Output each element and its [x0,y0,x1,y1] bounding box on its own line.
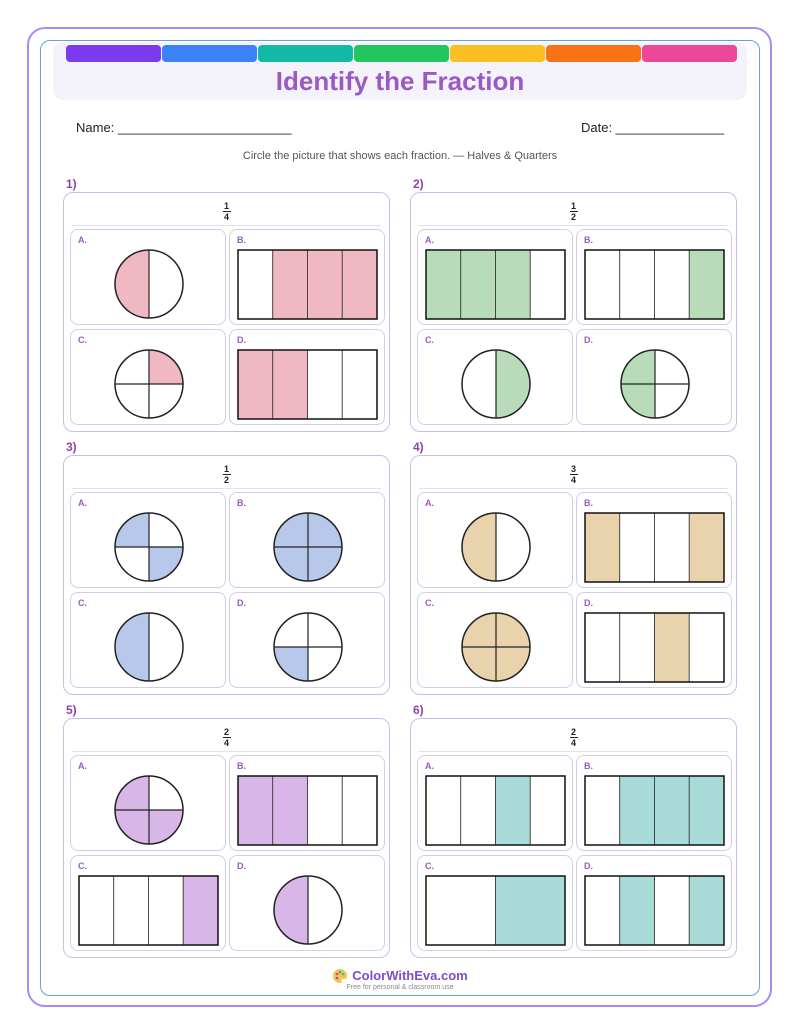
shaded-part [689,250,724,319]
unshaded-part [238,250,273,319]
fraction-denominator: 4 [570,738,576,748]
unshaded-part [342,350,377,419]
option-label: C. [425,598,434,608]
unshaded-part [530,776,565,845]
footer-tagline: Free for personal & classroom use [346,984,454,991]
option-label: B. [584,498,593,508]
footer-brand[interactable]: ColorWithEva [352,968,438,983]
unshaded-part [461,776,496,845]
target-fraction [411,201,736,222]
fraction-bar-model [577,856,733,952]
divider [72,225,381,226]
shaded-part [308,250,343,319]
answer-option[interactable] [417,229,573,325]
unshaded-part [426,776,461,845]
answer-option[interactable] [229,492,385,588]
unshaded-part [426,876,496,945]
divider [419,751,728,752]
fraction-bar-model [418,230,574,326]
question-number: 3) [66,440,77,454]
fraction-circle [230,856,386,952]
shaded-part [689,876,724,945]
unshaded-part [308,776,343,845]
rainbow-bar [66,45,737,62]
unshaded-part [114,876,149,945]
option-label: B. [584,761,593,771]
option-label: B. [237,498,246,508]
fraction-bar-model [577,756,733,852]
option-label: D. [237,861,246,871]
fraction-bar-model [418,756,574,852]
fraction-bar-model [230,230,386,326]
unshaded-part [342,776,377,845]
option-label: C. [78,335,87,345]
rainbow-segment [162,45,257,62]
question-box [63,455,390,695]
rainbow-segment [354,45,449,62]
shaded-part [620,876,655,945]
fraction-bar-model [577,593,733,689]
shaded-part [689,776,724,845]
option-label: C. [425,861,434,871]
fraction-bar-model [71,856,227,952]
question-box [63,192,390,432]
unshaded-part [620,613,655,682]
answer-option[interactable] [417,755,573,851]
unshaded-part [655,250,690,319]
fraction-numerator: 1 [223,464,229,474]
fraction-circle [418,593,574,689]
unshaded-part [655,513,690,582]
fraction-numerator: 1 [570,201,576,211]
palette-icon [332,968,348,984]
fraction-circle [418,493,574,589]
unshaded-part [620,250,655,319]
shaded-part [274,876,308,944]
fraction-circle [230,593,386,689]
answer-option[interactable] [70,229,226,325]
unshaded-part [585,776,620,845]
rainbow-segment [642,45,737,62]
unshaded-part [308,350,343,419]
answer-option[interactable] [229,592,385,688]
option-label: A. [425,761,434,771]
shaded-part [115,250,149,318]
fraction-circle [71,756,227,852]
answer-option[interactable] [576,755,732,851]
fraction-circle [71,493,227,589]
option-label: D. [584,335,593,345]
shaded-part [496,350,530,418]
question-number: 4) [413,440,424,454]
unshaded-part [655,876,690,945]
fraction-numerator: 2 [223,727,229,737]
option-label: B. [237,761,246,771]
fraction-circle [71,330,227,426]
shaded-part [496,876,566,945]
shaded-part [342,250,377,319]
question-number: 1) [66,177,77,191]
fraction-circle [418,330,574,426]
unshaded-part [585,613,620,682]
target-fraction [64,201,389,222]
shaded-part [655,776,690,845]
answer-option[interactable] [417,592,573,688]
divider [72,488,381,489]
answer-option[interactable] [229,755,385,851]
fraction-bar-model [418,856,574,952]
question-box [410,192,737,432]
fraction-bar-model [230,330,386,426]
answer-option[interactable] [417,492,573,588]
fraction-numerator: 3 [570,464,576,474]
fraction-bar-model [577,230,733,326]
shaded-part [273,776,308,845]
unshaded-part [79,876,114,945]
shaded-part [115,613,149,681]
answer-option[interactable] [417,855,573,951]
option-label: A. [78,761,87,771]
shaded-part [183,876,218,945]
option-label: D. [237,335,246,345]
name-field[interactable]: Name: ________________________ [76,120,292,135]
unshaded-part [530,250,565,319]
rainbow-segment [450,45,545,62]
shaded-part [620,776,655,845]
target-fraction [411,727,736,748]
option-label: D. [584,861,593,871]
option-label: A. [425,498,434,508]
answer-option[interactable] [576,229,732,325]
fraction-bar-model [577,493,733,589]
target-fraction [64,464,389,485]
fraction-circle [71,230,227,326]
shaded-part [655,613,690,682]
footer-brand-suffix: .com [437,968,468,983]
fraction-denominator: 2 [223,475,229,485]
question-box [63,718,390,958]
option-label: C. [78,598,87,608]
rainbow-segment [66,45,161,62]
answer-option[interactable] [70,592,226,688]
shaded-part [496,250,531,319]
target-fraction [411,464,736,485]
instructions: Circle the picture that shows each fraction. — Halves & Quarters [242,150,558,162]
question-number: 2) [413,177,424,191]
fraction-denominator: 2 [570,212,576,222]
option-label: A. [78,498,87,508]
footer [0,967,800,991]
unshaded-part [620,513,655,582]
divider [419,488,728,489]
shaded-part [238,776,273,845]
question-box [410,718,737,958]
fraction-bar-model [230,756,386,852]
answer-option[interactable] [70,329,226,425]
shaded-part [462,513,496,581]
answer-option[interactable] [70,855,226,951]
fraction-circle [230,493,386,589]
question-box [410,455,737,695]
fraction-numerator: 1 [223,201,229,211]
answer-option[interactable] [229,329,385,425]
unshaded-part [689,613,724,682]
target-fraction [64,727,389,748]
question-number: 6) [413,703,424,717]
answer-option[interactable] [576,329,732,425]
option-label: B. [584,235,593,245]
option-label: C. [78,861,87,871]
divider [72,751,381,752]
answer-option[interactable] [70,755,226,851]
answer-option[interactable] [417,329,573,425]
shaded-part [273,350,308,419]
date-field[interactable]: Date: _______________ [581,120,725,135]
fraction-circle [71,593,227,689]
unshaded-part [149,876,184,945]
fraction-denominator: 4 [223,738,229,748]
rainbow-segment [258,45,353,62]
fraction-circle [577,330,733,426]
option-label: D. [237,598,246,608]
answer-option[interactable] [576,855,732,951]
answer-option[interactable] [70,492,226,588]
divider [419,225,728,226]
option-label: D. [584,598,593,608]
fraction-numerator: 2 [570,727,576,737]
shaded-part [426,250,461,319]
answer-option[interactable] [229,229,385,325]
shaded-part [461,250,496,319]
shaded-part [585,513,620,582]
option-label: B. [237,235,246,245]
fraction-denominator: 4 [570,475,576,485]
option-label: C. [425,335,434,345]
option-label: A. [425,235,434,245]
page-title: Identify the Fraction [275,66,525,96]
shaded-part [689,513,724,582]
option-label: A. [78,235,87,245]
answer-option[interactable] [576,492,732,588]
shaded-part [496,776,531,845]
unshaded-part [585,876,620,945]
shaded-part [273,250,308,319]
fraction-denominator: 4 [223,212,229,222]
unshaded-part [585,250,620,319]
rainbow-segment [546,45,641,62]
answer-option[interactable] [229,855,385,951]
shaded-part [238,350,273,419]
question-number: 5) [66,703,77,717]
answer-option[interactable] [576,592,732,688]
